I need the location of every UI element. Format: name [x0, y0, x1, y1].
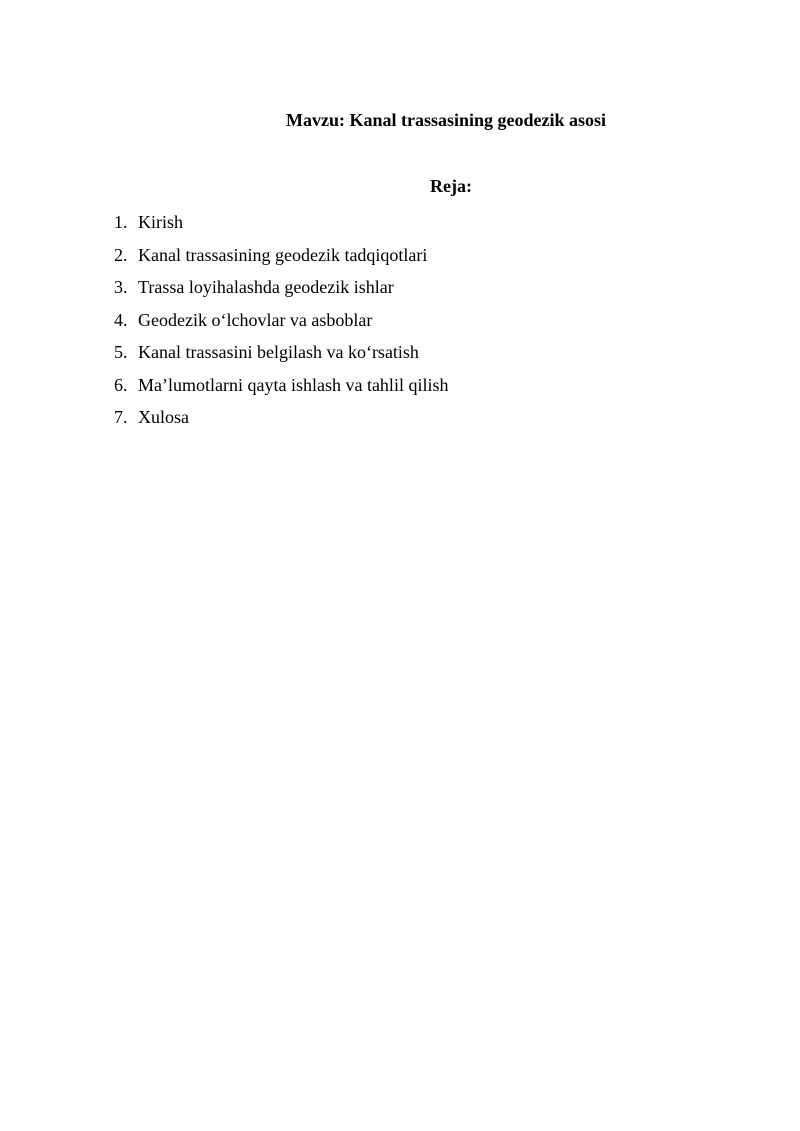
plan-item-text: Kirish — [138, 212, 183, 233]
plan-item-number: 4. — [114, 309, 128, 330]
plan-item — [114, 239, 448, 272]
plan-item-text: Trassa loyihalashda geodezik ishlar — [138, 277, 394, 298]
plan-item-text: Kanal trassasining geodezik tadqiqotlari — [138, 244, 428, 265]
plan-item — [114, 336, 448, 369]
plan-item-number: 6. — [114, 374, 128, 395]
plan-item-text: Xulosa — [138, 407, 189, 428]
plan-item-text: Kanal trassasini belgilash va ko‘rsatish — [138, 342, 419, 363]
plan-item-text: Ma’lumotlarni qayta ishlash va tahlil qilish — [138, 374, 449, 395]
plan-item — [114, 304, 448, 337]
document-title: Mavzu: Kanal trassasining geodezik asosi — [286, 110, 607, 130]
plan-item-number: 5. — [114, 342, 128, 363]
plan-heading: Reja: — [430, 176, 472, 196]
plan-item — [114, 271, 448, 304]
plan-item-number: 1. — [114, 212, 128, 233]
plan-item — [114, 401, 448, 434]
plan-item-number: 7. — [114, 407, 128, 428]
plan-item — [114, 206, 448, 239]
plan-item-number: 2. — [114, 244, 128, 265]
plan-item — [114, 369, 448, 402]
plan-item-number: 3. — [114, 277, 128, 298]
plan-item-text: Geodezik o‘lchovlar va asboblar — [138, 309, 373, 330]
plan-list — [114, 206, 448, 434]
